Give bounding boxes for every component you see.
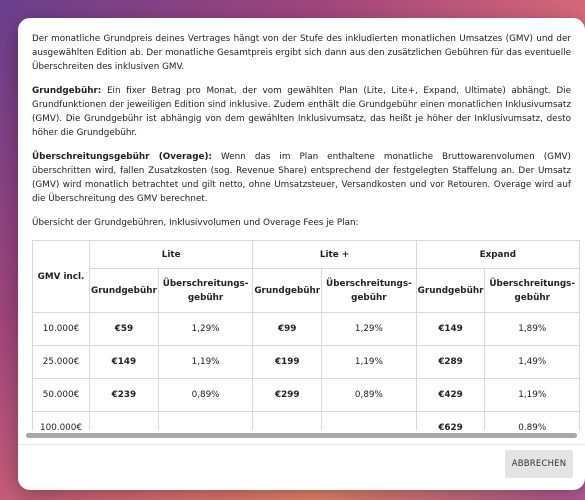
overage-text: Wenn das im Plan enthaltene monatliche Bruttowarenvolumen (GMV) überschritten wird, fallen Zusatzkosten (sog. Revenue Share) entsprechend der festgelegten Staffelung an. Der Umsatz (GMV) wird monatlich betrachtet und gilt netto, ohne Umsatzsteuer, Versandkosten und vor Retouren. Overage wird auf die Überschreitung des GMV berechnet. xyxy=(32,152,571,204)
pricing-table xyxy=(32,240,580,430)
cancel-button[interactable]: ABBRECHEN xyxy=(505,450,573,478)
grundgebuehr-paragraph xyxy=(32,84,571,140)
footer-divider xyxy=(18,444,585,445)
plan-header-lite: Lite xyxy=(90,241,253,269)
pricing-dialog xyxy=(18,18,585,490)
overage-cell: 1,29% xyxy=(322,313,417,346)
table-row xyxy=(33,346,580,379)
table-row xyxy=(33,313,580,346)
overage-label: Überschreitungsgebühr (Overage): xyxy=(32,152,213,162)
overage-cell: 1,19% xyxy=(485,379,580,412)
overage-cell xyxy=(322,412,417,431)
plan-header-expand: Expand xyxy=(416,241,579,269)
fee-cell xyxy=(253,412,322,431)
grundgebuehr-text: Ein fixer Betrag pro Monat, der vom gewählten Plan (Lite, Lite+, Expand, Ultimate) abhängt. Die Grundfunktionen der jeweiligen Edition sind inklusive. Zudem enthält die Grundgebühr einen monatlichen Inklusivumsatz (GMV). Die Grundgebühr ist abhängig von dem gewählten Inklusivumsatz, das heißt je höher der Inklusivumsatz, desto höher die Grundgebühr. xyxy=(32,86,571,138)
horizontal-scrollbar[interactable] xyxy=(26,433,577,438)
fee-cell: €289 xyxy=(416,346,485,379)
fee-cell: €149 xyxy=(416,313,485,346)
scrollbar-thumb[interactable] xyxy=(26,433,577,438)
table-header-row xyxy=(33,241,580,269)
overage-cell: 1,89% xyxy=(485,313,580,346)
fee-cell: €199 xyxy=(253,346,322,379)
subheader-overage: Überschreitungs-gebühr xyxy=(158,269,253,313)
table-row xyxy=(33,379,580,412)
plan-header-lite-plus: Lite + xyxy=(253,241,416,269)
overview-paragraph: Übersicht der Grundgebühren, Inklusivvolumen und Overage Fees je Plan: xyxy=(32,218,359,228)
dialog-content xyxy=(18,18,585,430)
fee-cell: €299 xyxy=(253,379,322,412)
fee-cell: €239 xyxy=(90,379,159,412)
fee-cell: €59 xyxy=(90,313,159,346)
overage-cell xyxy=(158,412,253,431)
grundgebuehr-label: Grundgebühr: xyxy=(32,86,102,96)
overage-paragraph xyxy=(32,150,571,206)
table-row xyxy=(33,412,580,431)
subheader-fee: Grundgebühr xyxy=(416,269,485,313)
overage-cell: 1,29% xyxy=(158,313,253,346)
overage-cell: 0,89% xyxy=(485,412,580,431)
fee-cell: €149 xyxy=(90,346,159,379)
overage-cell: 1,49% xyxy=(485,346,580,379)
subheader-overage: Überschreitungs-gebühr xyxy=(485,269,580,313)
subheader-overage: Überschreitungs-gebühr xyxy=(322,269,417,313)
fee-cell: €629 xyxy=(416,412,485,431)
overage-cell: 0,89% xyxy=(322,379,417,412)
gmv-cell: 100.000€ xyxy=(33,412,90,431)
gmv-cell: 25.000€ xyxy=(33,346,90,379)
gmv-header: GMV incl. xyxy=(33,241,90,313)
fee-cell xyxy=(90,412,159,431)
subheader-fee: Grundgebühr xyxy=(253,269,322,313)
fee-cell: €429 xyxy=(416,379,485,412)
overage-cell: 0,89% xyxy=(158,379,253,412)
overage-cell: 1,19% xyxy=(322,346,417,379)
gmv-cell: 50.000€ xyxy=(33,379,90,412)
gmv-cell: 10.000€ xyxy=(33,313,90,346)
overage-cell: 1,19% xyxy=(158,346,253,379)
table-subheader-row xyxy=(33,269,580,313)
intro-paragraph: Der monatliche Grundpreis deines Vertrages hängt von der Stufe des inkludierten monatlichen Umsatzes (GMV) und der ausgewählten Edition ab. Der monatliche Gesamtpreis ergibt sich dann aus den zusätzlichen Gebühren für das eventuelle Überschreiten des inklusiven GMV. xyxy=(32,34,571,72)
fee-cell: €99 xyxy=(253,313,322,346)
subheader-fee: Grundgebühr xyxy=(90,269,159,313)
